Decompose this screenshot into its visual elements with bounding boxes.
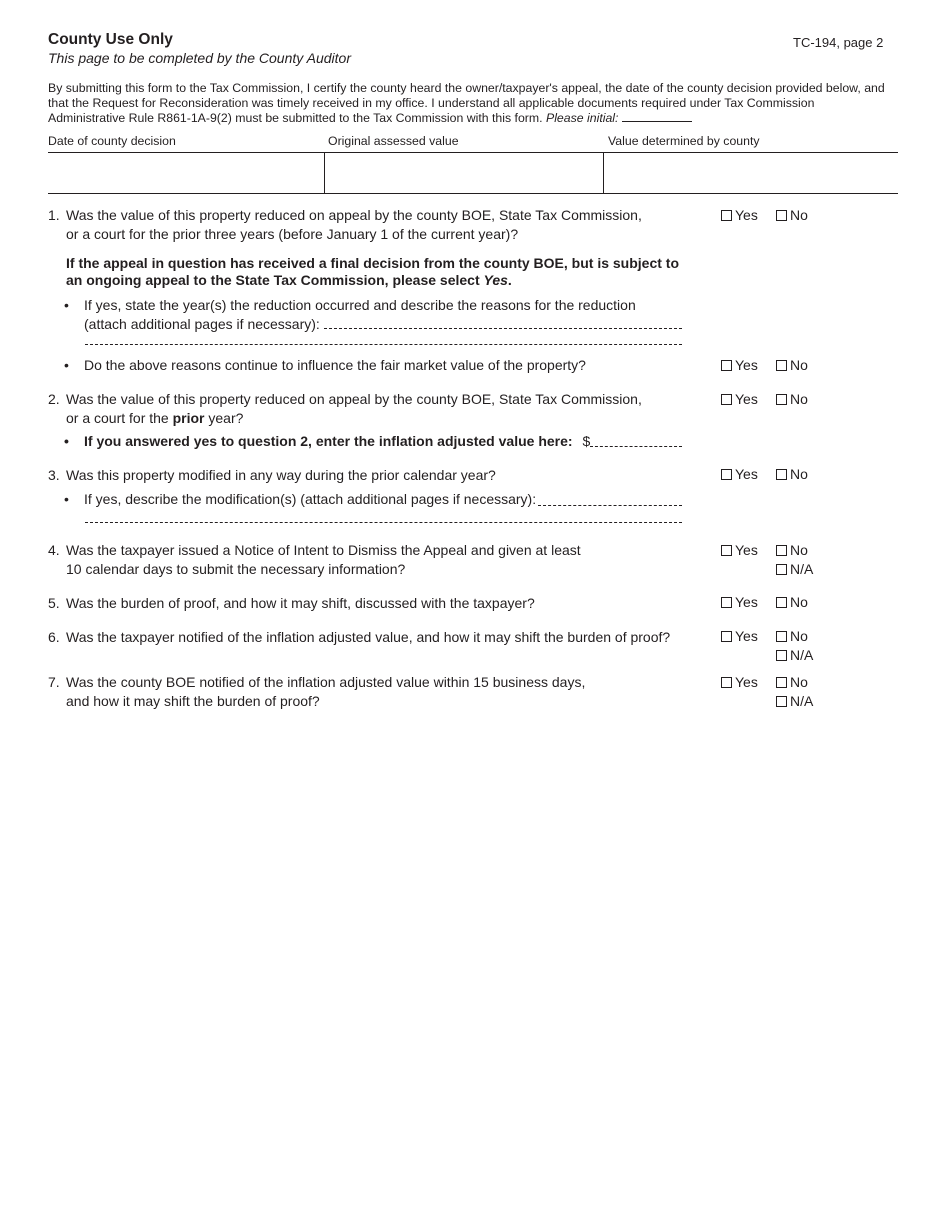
checkbox-icon [776,360,787,371]
original-value-input[interactable] [325,153,603,193]
checkbox-icon [776,677,787,688]
q2-no-checkbox[interactable]: No [776,391,808,407]
q4-yes-checkbox[interactable]: Yes [721,542,758,558]
q3-yes-checkbox[interactable]: Yes [721,466,758,482]
q7-na-checkbox[interactable]: N/A [776,693,813,709]
checkbox-icon [776,210,787,221]
q1-continue-bullet: • Do the above reasons continue to influence the fair market value of the property? [64,357,586,373]
checkbox-icon [721,210,732,221]
table-bottom-rule [48,193,898,194]
checkbox-icon [776,564,787,575]
page-title: County Use Only [48,31,173,48]
question-4: 4. Was the taxpayer issued a Notice of Intent to Dismiss the Appeal and given at least 10 calendar days to submit the necessary information? [48,542,581,577]
checkbox-icon [776,597,787,608]
checkbox-icon [721,677,732,688]
q6-na-checkbox[interactable]: N/A [776,647,813,663]
q1-no-checkbox[interactable]: No [776,207,808,223]
checkbox-icon [776,650,787,661]
checkbox-icon [721,394,732,405]
checkbox-icon [776,394,787,405]
checkbox-icon [721,469,732,480]
q4-na-checkbox[interactable]: N/A [776,561,813,577]
question-6: 6. Was the taxpayer notified of the inflation adjusted value, and how it may shift the burden of proof? [48,629,671,645]
checkbox-icon [776,469,787,480]
checkbox-icon [721,631,732,642]
question-2: 2. Was the value of this property reduced on appeal by the county BOE, State Tax Commission, or a court for the prior year? [48,391,642,426]
page-subtitle: This page to be completed by the County Auditor [48,50,351,66]
col-original-header: Original assessed value [328,134,459,148]
inflation-value-field[interactable] [590,446,682,447]
q4-no-checkbox[interactable]: No [776,542,808,558]
col-date-header: Date of county decision [48,134,176,148]
question-5: 5. Was the burden of proof, and how it may shift, discussed with the taxpayer? [48,595,535,611]
q3-modification-bullet: • If yes, describe the modification(s) (attach additional pages if necessary): [64,491,537,507]
checkbox-icon [776,631,787,642]
initial-label: Please initial: [546,111,619,125]
bullet-icon: • [64,357,69,373]
initial-field[interactable] [622,112,692,122]
checkbox-icon [776,696,787,707]
checkbox-icon [776,545,787,556]
question-1: 1. Was the value of this property reduced on appeal by the county BOE, State Tax Commission, or a court for the prior three years (before January 1 of the current year)? [48,207,642,242]
q1-yes-checkbox[interactable]: Yes [721,207,758,223]
q1-reasons-field[interactable] [324,328,682,329]
county-value-input[interactable] [604,153,898,193]
q5-yes-checkbox[interactable]: Yes [721,594,758,610]
question-3: 3. Was this property modified in any way during the prior calendar year? [48,467,496,483]
q6-no-checkbox[interactable]: No [776,628,808,644]
checkbox-icon [721,597,732,608]
bullet-icon: • [64,491,69,507]
checkbox-icon [721,360,732,371]
q2-yes-checkbox[interactable]: Yes [721,391,758,407]
date-of-decision-input[interactable] [48,153,324,193]
form-id: TC-194, page 2 [793,35,884,50]
bullet-icon: • [64,433,69,449]
q1-reasons-bullet: • If yes, state the year(s) the reduction occurred and describe the reasons for the reduction (attach additional pages if necessary): [64,297,636,332]
appeal-note: If the appeal in question has received a final decision from the county BOE, but is subject to an ongoing appeal to the State Tax Commission, please select Yes. [66,255,679,288]
col-county-header: Value determined by county [608,134,760,148]
q6-yes-checkbox[interactable]: Yes [721,628,758,644]
q5-no-checkbox[interactable]: No [776,594,808,610]
q1b-no-checkbox[interactable]: No [776,357,808,373]
question-7: 7. Was the county BOE notified of the inflation adjusted value within 15 business days, and how it may shift the burden of proof? [48,674,586,709]
q7-yes-checkbox[interactable]: Yes [721,674,758,690]
certification-body: By submitting this form to the Tax Commission, I certify the county heard the owner/taxpayer's appeal, the date of the county decision provided below, and that the Request for Reconsideration was timely received in my office. I understand all applicable documents required under Tax Commission Administrative Rule R861-1A-9(2) must be submitted to the Tax Commission with this form. [48,81,885,125]
certification-text [48,81,888,126]
checkbox-icon [721,545,732,556]
q3-modification-field[interactable] [538,505,682,506]
q1-reasons-field-2[interactable] [85,344,682,345]
q2-inflation-bullet: • If you answered yes to question 2, enter the inflation adjusted value here: $ [64,433,591,449]
q7-no-checkbox[interactable]: No [776,674,808,690]
q3-modification-field-2[interactable] [85,522,682,523]
bullet-icon: • [64,297,69,313]
q3-no-checkbox[interactable]: No [776,466,808,482]
q1b-yes-checkbox[interactable]: Yes [721,357,758,373]
